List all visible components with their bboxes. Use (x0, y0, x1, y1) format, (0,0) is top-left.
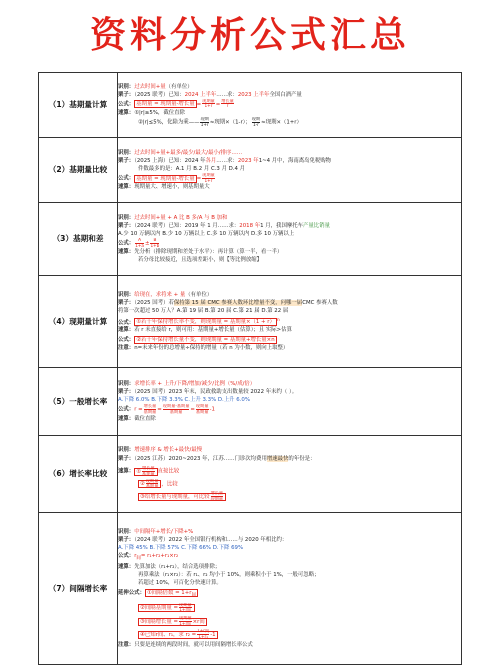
text-fragment (138, 493, 226, 501)
text-fragment: 基期量 (143, 409, 157, 414)
content-line (118, 571, 461, 579)
topic-cell: （3）基期和差 (39, 203, 118, 276)
line-label: 注意： (118, 345, 135, 352)
subscript: n (276, 317, 280, 323)
text-fragment: 1+r (204, 177, 213, 183)
text-fragment: 保持第 15 届 CMC 参赛人数环比增量不变，问哪一届 (173, 299, 303, 306)
text-fragment: 现期量 (202, 172, 215, 177)
content-line (118, 299, 461, 307)
table-row (39, 436, 462, 513)
text-fragment: 增长量 (221, 98, 234, 103)
line-label: 速算： (118, 184, 135, 191)
content-line (118, 536, 461, 544)
text-fragment: 2024 上半年 (184, 91, 217, 98)
text-fragment: n=未来年份的总增量÷保持的增量（若 n 为小数，则向上取整） (134, 345, 289, 352)
line-label: 注意： (118, 642, 135, 649)
topic-cell: （1）基期量计算 (39, 73, 118, 138)
text-fragment (138, 615, 207, 626)
text-fragment: 直接比较 (157, 468, 180, 475)
content-line (118, 256, 461, 264)
text-fragment: 先算加法（r₁+r₂），结合选项排除； (134, 563, 221, 570)
content-cell (118, 276, 462, 368)
text-fragment: ①间隔倍数 = 1+r (146, 589, 192, 596)
text-fragment: r (226, 103, 229, 109)
text-fragment: A (135, 238, 144, 244)
text-fragment (138, 631, 218, 639)
text-fragment: 增长量 (210, 491, 224, 496)
content-line (118, 326, 461, 334)
text-fragment (134, 553, 178, 559)
line-label: 速算： (118, 468, 135, 475)
content-line (118, 307, 461, 315)
table-row (39, 276, 462, 368)
text-fragment: ……求： (216, 157, 238, 164)
content-line (118, 173, 461, 183)
text-fragment: （有单位） (185, 291, 213, 298)
line-label: 栗子： (118, 389, 135, 396)
line-label: 公式： (118, 552, 135, 559)
text-fragment: ②若干年保持增长量不变，则现期量 = 基期量+增长量×n (136, 337, 275, 344)
content-cell (118, 436, 462, 513)
text-fragment: 若分母比较接近，且选项差距小，则【等比例放缩】 (138, 257, 262, 264)
text-fragment: 若超过 10%，可百化分快速计算。 (138, 579, 222, 586)
fraction (252, 117, 260, 127)
text-fragment: r间 (155, 631, 164, 638)
content-cell (118, 368, 462, 436)
content-line (118, 149, 461, 157)
content-cell (118, 73, 462, 138)
text-fragment: A.下降 45% B.下降 57% C.下降 66% D.下降 69% (118, 544, 244, 551)
content-line (118, 336, 461, 344)
content-line (118, 157, 461, 165)
fraction (221, 99, 234, 109)
fraction (144, 404, 157, 414)
text-fragment: ② (140, 481, 145, 488)
content-line (118, 291, 461, 299)
line-label: 公式： (118, 240, 135, 247)
text-fragment: CMC 参赛人数 (302, 299, 338, 306)
text-fragment: ②间隔基期量 = (140, 605, 179, 612)
text-fragment: （2025 江苏）2020~2023 年，江苏……门诊次均费用 (134, 456, 267, 463)
content-line (118, 446, 461, 455)
content-line (118, 109, 461, 117)
content-line (118, 388, 461, 396)
content-line (118, 466, 461, 477)
text-fragment: 基期量 (145, 483, 159, 489)
fraction (150, 238, 159, 248)
content-line (118, 629, 461, 639)
text-fragment: ③间隔增长量 = (140, 618, 179, 625)
text-fragment: 过去时间+量 + A 比 B 多/A 与 B 加和 (134, 214, 228, 221)
content-line (118, 380, 461, 388)
topic-cell: （4）现期量计算 (39, 276, 118, 368)
text-fragment: 1+r₁ (198, 633, 208, 639)
text-fragment: = (157, 407, 162, 413)
subscript: 间 (191, 592, 196, 598)
text-fragment: B (150, 238, 159, 244)
line-label: 速算： (118, 249, 135, 256)
content-line (118, 165, 461, 173)
line-label: 栗子： (118, 536, 135, 543)
text-fragment: ……求： (216, 91, 238, 98)
page-title: 资料分析公式汇总 (89, 15, 410, 56)
text-fragment: ①若干年保持增长率不变，则现期量 = 基期量×（1 + r） (136, 319, 275, 326)
text-fragment: 若 r 未直接给 r，则可用：基期量+增长量（估算）；且 实际>估算 (134, 327, 292, 334)
text-fragment: 现期量 (202, 98, 215, 103)
text-fragment (134, 468, 157, 476)
fraction (179, 616, 192, 626)
text-fragment: 件数最多的是：A.1 月 B.2 月 C.3 月 D.4 月 (138, 165, 246, 172)
line-label: 栗子： (118, 157, 135, 164)
text-fragment: 基期量 = 现期量-增长量 (136, 175, 195, 182)
text-fragment: 基期量 (169, 409, 183, 414)
text-fragment: （2024 联考）2022 年全国银行机构和……与 2020 年相比约： (134, 536, 288, 543)
content-cell (118, 203, 462, 276)
text-fragment: ≈现期×（1-r）； (209, 119, 251, 126)
text-fragment: 现期量 (145, 478, 159, 483)
table-row (39, 513, 462, 665)
subscript: 间 (136, 555, 141, 561)
text-fragment: 现期量 (179, 602, 192, 607)
line-label: 公式： (118, 337, 135, 344)
line-label: 栗子： (118, 299, 135, 306)
text-fragment (138, 604, 195, 612)
text-fragment: 2018 年 (239, 222, 261, 229)
text-fragment: A.下降 6.0% B.下降 3.3% C.上升 3.3% D.上升 6.0% (118, 397, 250, 404)
text-fragment: 先分析（排除现期和差处于水平）：再计算（算一半，看一半） (134, 249, 283, 256)
text-fragment: 1+a (135, 242, 144, 248)
line-label: 速算： (118, 110, 135, 116)
topic-cell: （2）基期量比较 (39, 138, 118, 203)
text-fragment: 1 月，我国摩托车 (260, 222, 304, 229)
text-fragment: 1+r (200, 121, 209, 127)
table-row (39, 73, 462, 138)
fraction (163, 404, 190, 414)
line-label: 识别： (118, 83, 135, 90)
text-fragment: 各月 (205, 157, 217, 164)
text-fragment: = (215, 101, 221, 108)
line-label: 识别： (118, 381, 135, 388)
text-fragment: r (134, 552, 137, 559)
content-line (118, 603, 461, 613)
text-fragment: 1+r (204, 103, 213, 109)
content-line (118, 83, 461, 91)
text-fragment: ① (136, 468, 142, 475)
line-label: 识别： (118, 291, 135, 298)
text-fragment: 的年份是： (288, 456, 316, 463)
line-label: 识别： (118, 214, 135, 221)
text-fragment: ②|r|≤5%，化除为乘—— (138, 119, 200, 126)
text-fragment: = (196, 101, 202, 108)
text-fragment: 将第一次超过 50 万人？A.第 19 届 B.第 20 届 C.第 21 届 D.第 22 届 (118, 307, 289, 314)
content-line (118, 415, 461, 423)
text-fragment: ×r间 (192, 618, 205, 625)
text-fragment: -1 (210, 631, 216, 638)
text-fragment: （2025 国考）若 (134, 299, 174, 306)
content-line (118, 455, 461, 464)
content-line (118, 528, 461, 536)
content-line (118, 479, 461, 490)
topic-cell: （5）一般增长率 (39, 368, 118, 436)
text-fragment: 求增长率 + 上升/下降/增加/减少/比例（%/成/倍） (134, 381, 256, 388)
text-fragment: ± (144, 240, 150, 247)
content-line (118, 248, 461, 256)
content-cell (118, 513, 462, 665)
text-fragment: 过去时间+量 (134, 83, 166, 90)
fraction (197, 629, 209, 639)
content-line (118, 183, 461, 191)
text-fragment: 增长量 (143, 404, 157, 409)
content-line (118, 616, 461, 626)
content-line (118, 238, 461, 248)
table-row (39, 203, 462, 276)
fraction (196, 404, 209, 414)
content-line (118, 99, 461, 109)
content-line (118, 563, 461, 571)
text-fragment: 增速排序 & 增长+最快/最慢 (134, 447, 203, 454)
text-fragment: （2025 国考）2023 年末，民政救助支出数量较 2022 年末约（ ）。 (134, 389, 298, 396)
line-label: 识别： (118, 447, 135, 454)
text-fragment: 截位直除 (134, 415, 156, 422)
line-label: 识别： (118, 528, 135, 535)
content-line (118, 641, 461, 649)
text-fragment (145, 589, 198, 597)
content-line (118, 579, 461, 587)
text-fragment: ≈现期×（1+r） (261, 119, 302, 126)
line-label: 公式： (118, 319, 135, 326)
fraction (200, 117, 208, 127)
text-fragment: = (196, 175, 202, 182)
content-line (118, 552, 461, 563)
text-fragment: 增长量 (142, 466, 155, 471)
text-fragment: （2024 联考）已知：2019 年 1 月……求： (134, 222, 240, 229)
text-fragment: （2025 上海）已知：2024 年 (134, 157, 206, 164)
text-fragment: 产量比销量 (303, 222, 330, 229)
line-label: 栗子： (118, 222, 135, 229)
text-fragment: 现期量-基期量 (162, 404, 190, 409)
text-fragment: 再算乘法（r₁×r₂）：若 r₁、r₂ 均小于 10%，则乘积小于 1%，一般可忽略； (138, 571, 320, 578)
text-fragment: ，比较 (161, 481, 178, 488)
line-label: 公式： (118, 407, 135, 413)
content-line (118, 404, 461, 414)
content-line (118, 589, 461, 600)
topic-cell: （6）增长率比较 (39, 436, 118, 513)
content-line (118, 491, 461, 502)
line-label: 栗子： (118, 91, 135, 98)
text-fragment: 增速最快 (266, 456, 289, 463)
text-fragment: 1-r (253, 121, 259, 127)
text-fragment: 2023 上半年 (237, 91, 270, 98)
content-line (118, 396, 461, 404)
text-fragment: 现期量 (210, 495, 224, 501)
content-line (118, 317, 461, 327)
line-label: 延伸公式： (118, 589, 145, 596)
text-fragment: 、r₁，求 r₂ = (163, 631, 197, 638)
line-label: 速算： (118, 415, 135, 422)
content-line (118, 222, 461, 230)
fraction (211, 491, 224, 501)
fraction (135, 238, 144, 248)
text-fragment: （有单位） (165, 83, 193, 90)
text-fragment: 过去时间+量+最多/最少/最大/最小/排序…… (134, 149, 243, 156)
fraction (202, 99, 215, 109)
text-fragment: （2025 联考）已知： (134, 91, 185, 98)
content-line (118, 230, 461, 238)
content-line (118, 344, 461, 352)
content-cell (118, 138, 462, 203)
text-fragment: 现期量 (195, 404, 209, 409)
text-fragment: ④已知 (140, 631, 156, 638)
text-fragment: 1+r间 (197, 629, 210, 634)
content-line (118, 91, 461, 99)
text-fragment: 1+r间 (179, 620, 192, 626)
fraction (142, 466, 155, 476)
text-fragment: ③给增长量与现期量，可比较 (140, 493, 210, 500)
line-label: 公式： (118, 175, 135, 182)
line-label: 速算： (118, 563, 135, 570)
text-fragment: = r₁+r₂+r₁×r₂ (140, 552, 179, 559)
content-line (118, 214, 461, 222)
text-fragment: 现期 (251, 117, 261, 121)
line-label: 栗子： (118, 456, 135, 463)
text-fragment: 1+r间 (179, 607, 192, 613)
text-fragment: 1+b (150, 242, 160, 248)
text-fragment: 中间隔年+增长/下降+% (134, 528, 194, 535)
text-fragment: A.少 10 万辆以内 B.少 10 万辆以上 C.多 10 万辆以内 D.多 10 万辆以上 (118, 230, 295, 237)
text-fragment: 1~4 月中，海南离岛免税购物 (258, 157, 332, 164)
text-fragment: 基期量 (195, 409, 209, 414)
text-fragment: 现期量 (179, 615, 192, 620)
line-label: 速算： (118, 327, 135, 334)
content-line (118, 117, 461, 127)
fraction (202, 173, 215, 183)
text-fragment: 现期量大、增速小，则基期量大 (134, 184, 210, 191)
fraction (146, 479, 159, 489)
text-fragment: 基期量 = 现期量-增长量 (136, 101, 195, 108)
text-fragment: = (190, 407, 195, 413)
text-fragment: r = (134, 407, 143, 413)
text-fragment: 现期 (200, 117, 209, 121)
topic-cell: （7）间隔增长率 (39, 513, 118, 665)
text-fragment (138, 480, 161, 488)
table-row (39, 368, 462, 436)
line-label: 识别： (118, 149, 135, 156)
fraction (179, 603, 192, 613)
text-fragment: 2023 年 (237, 157, 259, 164)
formula-table (38, 72, 462, 665)
text-fragment: ①|r|≥5%，截位直除 (134, 110, 185, 116)
text-fragment: 基期量 (142, 470, 155, 476)
line-label: 公式： (118, 101, 135, 108)
content-line (118, 544, 461, 552)
text-fragment: 全国白酒产量 (269, 91, 302, 98)
text-fragment: 只要是连续的两段时间，就可以用间隔增长率公式 (134, 642, 253, 649)
text-fragment: -1 (209, 407, 215, 413)
text-fragment: 给现在，求将来 + 量 (134, 291, 186, 298)
table-row (39, 138, 462, 203)
